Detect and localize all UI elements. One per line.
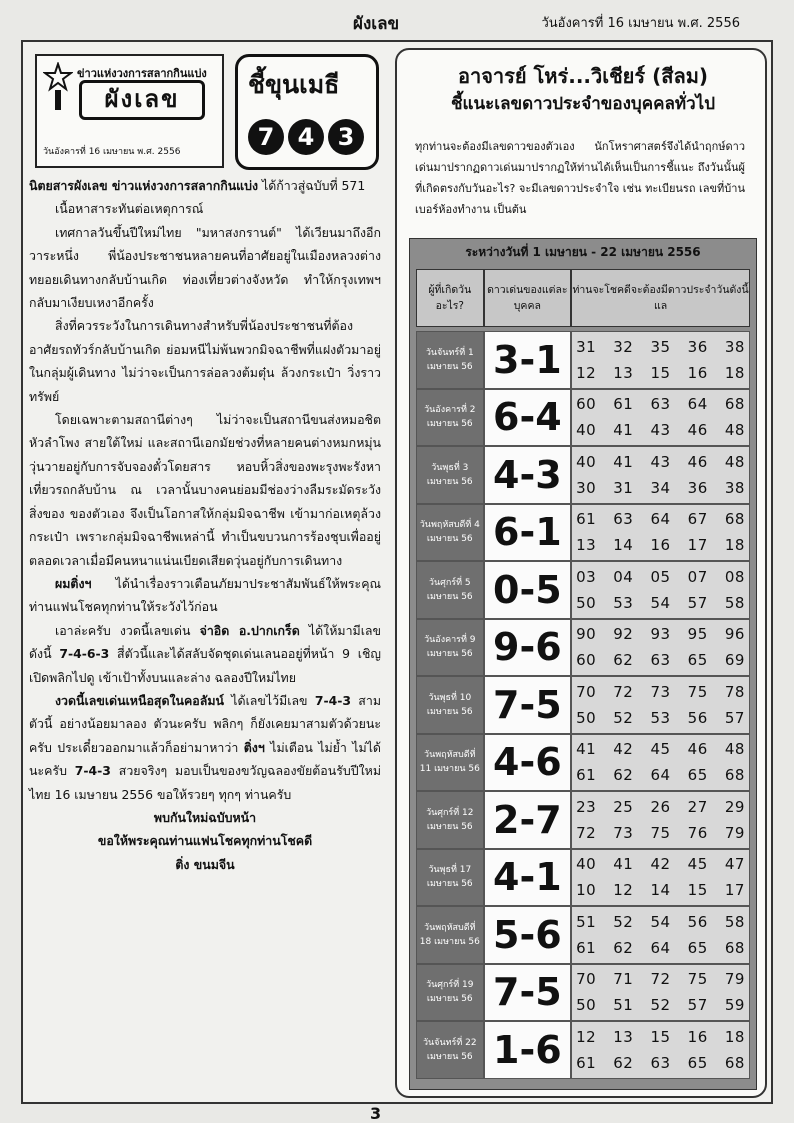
article-paragraph: เอาล่ะครับ งวดนี้เลขเด่น จ่าอิด อ.ปากเกร็ด ได้ให้มามีเลขดังนี้ 7-4-6-3 สี่ตัวนี้และได้สลับจัดชุดเด่นเลนออยู่ที่หน้า 9 เชิญเปิดพลิกไปดู เข้าเป้าทั้งบนและล่าง ฉลองปีใหม่ไทย xyxy=(29,622,381,685)
logo-wordmark: ผังเลข xyxy=(79,80,205,120)
row-lucky-numbers xyxy=(571,906,750,964)
lucky-number: 12 xyxy=(613,881,634,900)
lucky-number-line xyxy=(576,740,745,758)
row-lucky-numbers xyxy=(571,849,750,907)
lucky-number: 12 xyxy=(576,1027,597,1046)
lucky-number: 14 xyxy=(613,536,634,555)
lucky-number: 16 xyxy=(650,536,671,555)
lucky-number-line xyxy=(576,625,745,643)
lucky-number-line xyxy=(576,798,745,816)
lucky-number: 62 xyxy=(613,766,634,785)
lucky-number: 53 xyxy=(650,708,671,727)
header-star-pair: ดาวเด่นของแต่ละบุคคล xyxy=(484,269,571,327)
lucky-number: 54 xyxy=(650,593,671,612)
lucky-number: 61 xyxy=(576,938,597,957)
panel-title: อาจารย์ โหร่...วิเชียร์ (สีลม) xyxy=(457,64,709,88)
featured-number: 3 xyxy=(328,119,364,155)
lucky-number-line xyxy=(576,364,745,382)
lucky-number: 72 xyxy=(650,970,671,989)
table-row xyxy=(416,849,750,907)
page-frame xyxy=(21,40,773,1104)
lucky-number-line xyxy=(576,536,745,554)
lucky-number-line xyxy=(576,568,745,586)
table-row xyxy=(416,906,750,964)
lucky-number: 64 xyxy=(650,766,671,785)
lucky-number: 30 xyxy=(576,478,597,497)
lucky-number: 16 xyxy=(687,363,708,382)
lucky-number: 53 xyxy=(613,593,634,612)
left-column xyxy=(29,48,385,1094)
lucky-number: 07 xyxy=(687,567,708,586)
featured-number-circles xyxy=(248,119,364,155)
lucky-number: 68 xyxy=(724,510,745,529)
row-day: วันศุกร์ที่ 5 เมษายน 56 xyxy=(416,561,484,619)
lucky-number: 57 xyxy=(687,593,708,612)
logo-tagline: ข่าวแห่งวงการสลากกินแบ่ง xyxy=(77,67,207,80)
lucky-number: 64 xyxy=(650,510,671,529)
row-lucky-numbers xyxy=(571,446,750,504)
table-row xyxy=(416,446,750,504)
lucky-number: 52 xyxy=(613,708,634,727)
page-header xyxy=(20,6,770,36)
lucky-number: 75 xyxy=(687,970,708,989)
lucky-number: 65 xyxy=(687,651,708,670)
logo-date: วันอังคารที่ 16 เมษายน พ.ศ. 2556 xyxy=(43,147,181,157)
lucky-number: 64 xyxy=(650,938,671,957)
lucky-number: 13 xyxy=(613,363,634,382)
article-paragraph: เนื้อหาสาระทันต่อเหตุการณ์ xyxy=(55,201,204,217)
lucky-number: 78 xyxy=(724,682,745,701)
lucky-number: 72 xyxy=(576,823,597,842)
article-body xyxy=(29,174,381,876)
row-star-pair: 5-6 xyxy=(484,906,571,964)
lucky-number: 18 xyxy=(724,1027,745,1046)
lucky-number-line xyxy=(576,683,745,701)
lucky-number-table xyxy=(409,238,757,1090)
lucky-number: 79 xyxy=(724,823,745,842)
page-number: 3 xyxy=(370,1104,382,1123)
lucky-number: 67 xyxy=(687,510,708,529)
lucky-number: 03 xyxy=(576,567,597,586)
lucky-number: 38 xyxy=(724,478,745,497)
article-paragraph: งวดนี้เลขเด่นเหนือสุดในคอลัมน์ ได้เลขไว้มีเลข 7-4-3 สามตัวนี้ อย่างน้อยมาลอง ตัวนะครับ พลิกๆ ก็ยังเคยมาสามตัวด้วยนะครับ ประเดี๋ยวออกมาแล้วก็อย่ามาหาว่า ติ่งฯ ไม่เตือน ไม่ย้ำ ไม่ได้นะครับ 7-4-3 สวยจริงๆ มอบเป็นของขวัญฉลองขัยต้อนรับปีใหม่ไทย 16 เมษายน 2556 ขอให้รวยๆ ทุกๆ ท่านครับ xyxy=(29,692,381,802)
lucky-number: 18 xyxy=(724,536,745,555)
lucky-number: 58 xyxy=(724,593,745,612)
lucky-number: 15 xyxy=(687,881,708,900)
lucky-number: 15 xyxy=(650,1027,671,1046)
lucky-number: 42 xyxy=(650,855,671,874)
lucky-number: 26 xyxy=(650,797,671,816)
lucky-number: 36 xyxy=(687,337,708,356)
lucky-number: 57 xyxy=(687,996,708,1015)
header-birthday: ผู้ที่เกิดวันอะไร? xyxy=(416,269,484,327)
article-paragraph: สิ่งที่ควรระวังในการเดินทางสำหรับพี่น้องประชาชนที่ต้องอาศัยรถทัวร์กลับบ้านเกิด ย่อมหนีไม่พ้นพวกมิจฉาชีพที่แฝงตัวมาอยู่ในกลุ่มผู้เดินทาง ไม่ว่าจะเป็นการล่อลวงต้มตุ๋น ล้วงกระเป๋า วิ่งราวทรัพย์ xyxy=(29,318,381,404)
lucky-number: 23 xyxy=(576,797,597,816)
row-day: วันอังคารที่ 2 เมษายน 56 xyxy=(416,389,484,447)
article-signoff: พบกันใหม่ฉบับหน้า xyxy=(153,809,257,825)
row-star-pair: 3-1 xyxy=(484,331,571,389)
table-row xyxy=(416,561,750,619)
table-row xyxy=(416,389,750,447)
row-star-pair: 4-1 xyxy=(484,849,571,907)
lucky-number-line xyxy=(576,479,745,497)
table-header xyxy=(416,269,750,327)
lucky-number: 95 xyxy=(687,625,708,644)
lucky-number: 04 xyxy=(613,567,634,586)
lucky-number-line xyxy=(576,824,745,842)
lucky-number: 63 xyxy=(613,510,634,529)
row-star-pair: 2-7 xyxy=(484,791,571,849)
lucky-number-line xyxy=(576,766,745,784)
lucky-number: 52 xyxy=(650,996,671,1015)
lucky-number-line xyxy=(576,913,745,931)
lucky-number-line xyxy=(576,1054,745,1072)
lucky-number: 60 xyxy=(576,395,597,414)
lucky-number: 50 xyxy=(576,996,597,1015)
lucky-number: 61 xyxy=(576,1053,597,1072)
lucky-number: 90 xyxy=(576,625,597,644)
featured-number: 7 xyxy=(248,119,284,155)
lucky-number-line xyxy=(576,510,745,528)
lucky-number: 62 xyxy=(613,1053,634,1072)
lucky-number: 38 xyxy=(724,337,745,356)
lucky-number-line xyxy=(576,651,745,669)
lucky-number: 47 xyxy=(724,855,745,874)
lucky-number: 70 xyxy=(576,970,597,989)
row-star-pair: 6-1 xyxy=(484,504,571,562)
lucky-number: 12 xyxy=(576,363,597,382)
lucky-number-line xyxy=(576,1028,745,1046)
row-lucky-numbers xyxy=(571,504,750,562)
lucky-number: 96 xyxy=(724,625,745,644)
lucky-number: 57 xyxy=(724,708,745,727)
row-lucky-numbers xyxy=(571,389,750,447)
lucky-number: 76 xyxy=(687,823,708,842)
row-day: วันพุธที่ 3 เมษายน 56 xyxy=(416,446,484,504)
row-star-pair: 1-6 xyxy=(484,1021,571,1079)
lucky-number: 46 xyxy=(687,740,708,759)
row-star-pair: 9-6 xyxy=(484,619,571,677)
featured-title: ชี้ขุนเมธี xyxy=(248,70,340,99)
lucky-number: 72 xyxy=(613,682,634,701)
lucky-number: 65 xyxy=(687,766,708,785)
table-row xyxy=(416,619,750,677)
row-lucky-numbers xyxy=(571,791,750,849)
lucky-number: 25 xyxy=(613,797,634,816)
lucky-number: 05 xyxy=(650,567,671,586)
lucky-number: 43 xyxy=(650,452,671,471)
row-day: วันศุกร์ที่ 12 เมษายน 56 xyxy=(416,791,484,849)
row-day: วันจันทร์ที่ 22 เมษายน 56 xyxy=(416,1021,484,1079)
row-lucky-numbers xyxy=(571,619,750,677)
lucky-number: 42 xyxy=(613,740,634,759)
lucky-number-line xyxy=(576,421,745,439)
lucky-number-line xyxy=(576,395,745,413)
lucky-number: 45 xyxy=(687,855,708,874)
astrology-panel xyxy=(395,48,767,1098)
lucky-number-line xyxy=(576,996,745,1014)
table-row xyxy=(416,504,750,562)
row-day: วันพฤหัสบดีที่ 18 เมษายน 56 xyxy=(416,906,484,964)
header-lucky-numbers: ท่านจะโชคดีจะต้องมีดาวประจำวันดังนี้แล xyxy=(571,269,750,327)
lucky-number-line xyxy=(576,709,745,727)
lucky-number: 31 xyxy=(613,478,634,497)
lucky-number: 13 xyxy=(576,536,597,555)
row-lucky-numbers xyxy=(571,561,750,619)
lucky-number: 40 xyxy=(576,421,597,440)
featured-numbers-box xyxy=(235,54,379,170)
row-day: วันศุกร์ที่ 19 เมษายน 56 xyxy=(416,964,484,1022)
lucky-number: 75 xyxy=(650,823,671,842)
article-paragraph: เทศกาลวันขึ้นปีใหม่ไทย "มหาสงกรานต์" ได้เวียนมาถึงอีกวาระหนึ่ง พี่น้องประชาชนหลายคนที่อาศัยอยู่ในเมืองหลวงต่างทยอยเดินทางกลับบ้านเกิด ท่องเที่ยวต่างจังหวัด ทำให้กรุงเทพฯ กลับมาเงียบเหงาอีกครั้ง xyxy=(29,224,381,311)
lucky-number-line xyxy=(576,881,745,899)
lucky-number: 17 xyxy=(724,881,745,900)
lucky-number: 54 xyxy=(650,912,671,931)
lucky-number: 48 xyxy=(724,452,745,471)
lucky-number: 48 xyxy=(724,421,745,440)
table-body xyxy=(416,331,750,1079)
lucky-number: 13 xyxy=(613,1027,634,1046)
lucky-number: 73 xyxy=(650,682,671,701)
lucky-number-line xyxy=(576,855,745,873)
lucky-number-line xyxy=(576,594,745,612)
panel-intro: ทุกท่านจะต้องมีเลขดาวของตัวเอง นักโหราศาสตร์จึงได้นำฤกษ์ดาวเด่นมาปรากฏดาวเด่นมาปรากฏให้ท่านได้เห็นเป็นการชี้แนะ ถึงวันนั้นผู้ที่เกิดตรงกับวันอะไร? จะมีเลขดาวประจำใจ เช่น ทะเบียนรถ เลขที่บ้าน เบอร์ห้องทำงาน เป็นต้น xyxy=(415,140,745,216)
lucky-number: 51 xyxy=(576,912,597,931)
lucky-number: 29 xyxy=(724,797,745,816)
magazine-logo xyxy=(35,54,224,168)
lucky-number: 62 xyxy=(613,938,634,957)
lucky-number: 40 xyxy=(576,855,597,874)
article-signoff: ขอให้พระคุณท่านแฟนโชคทุกท่านโชคดี xyxy=(97,833,313,849)
table-row xyxy=(416,331,750,389)
lucky-number: 61 xyxy=(576,510,597,529)
lucky-number: 46 xyxy=(687,421,708,440)
article-paragraph: ผมติ่งฯ ได้นำเรื่องราวเตือนภัยมาประชาสัมพันธ์ให้พระคุณท่านแฟนโชคทุกท่านให้ระวังไว้ก่อน xyxy=(29,575,381,615)
lucky-number: 75 xyxy=(687,682,708,701)
lucky-number: 48 xyxy=(724,740,745,759)
lucky-number: 41 xyxy=(613,855,634,874)
lucky-number-line xyxy=(576,338,745,356)
lucky-number: 41 xyxy=(613,452,634,471)
lucky-number-line xyxy=(576,939,745,957)
lucky-number: 41 xyxy=(613,421,634,440)
lucky-number: 69 xyxy=(724,651,745,670)
lucky-number: 27 xyxy=(687,797,708,816)
row-star-pair: 6-4 xyxy=(484,389,571,447)
lucky-number: 08 xyxy=(724,567,745,586)
lucky-number: 68 xyxy=(724,395,745,414)
lucky-number: 50 xyxy=(576,708,597,727)
table-row xyxy=(416,734,750,792)
lucky-number: 63 xyxy=(650,1053,671,1072)
table-row xyxy=(416,964,750,1022)
lucky-number: 73 xyxy=(613,823,634,842)
lucky-number: 79 xyxy=(724,970,745,989)
row-day: วันอังคารที่ 9 เมษายน 56 xyxy=(416,619,484,677)
lucky-number: 71 xyxy=(613,970,634,989)
lucky-number: 93 xyxy=(650,625,671,644)
lucky-number: 65 xyxy=(687,1053,708,1072)
magazine-name: ผังเลข xyxy=(353,14,400,34)
row-star-pair: 7-5 xyxy=(484,964,571,1022)
row-lucky-numbers xyxy=(571,676,750,734)
lucky-number: 34 xyxy=(650,478,671,497)
lucky-number: 68 xyxy=(724,1053,745,1072)
lucky-number: 35 xyxy=(650,337,671,356)
lucky-number: 18 xyxy=(724,363,745,382)
lucky-number: 68 xyxy=(724,938,745,957)
row-day: วันพฤหัสบดีที่ 4 เมษายน 56 xyxy=(416,504,484,562)
row-star-pair: 4-6 xyxy=(484,734,571,792)
row-day: วันพุธที่ 10 เมษายน 56 xyxy=(416,676,484,734)
lucky-number: 32 xyxy=(613,337,634,356)
row-lucky-numbers xyxy=(571,964,750,1022)
issue-date: วันอังคารที่ 16 เมษายน พ.ศ. 2556 xyxy=(541,16,740,31)
lucky-number: 59 xyxy=(724,996,745,1015)
lucky-number: 63 xyxy=(650,395,671,414)
row-lucky-numbers xyxy=(571,331,750,389)
lucky-number: 17 xyxy=(687,536,708,555)
lucky-number: 62 xyxy=(613,651,634,670)
article-author: ติ่ง ขนมจีน xyxy=(175,856,235,872)
row-lucky-numbers xyxy=(571,734,750,792)
panel-subtitle: ชี้แนะเลขดาวประจำของบุคคลทั่วไป xyxy=(451,94,715,114)
lucky-number-line xyxy=(576,453,745,471)
table-row xyxy=(416,791,750,849)
table-row xyxy=(416,1021,750,1079)
lucky-number: 70 xyxy=(576,682,597,701)
lucky-number: 40 xyxy=(576,452,597,471)
lucky-number: 14 xyxy=(650,881,671,900)
star-emblem-icon xyxy=(43,62,73,112)
lucky-number: 16 xyxy=(687,1027,708,1046)
row-lucky-numbers xyxy=(571,1021,750,1079)
table-row xyxy=(416,676,750,734)
article-paragraph: นิตยสารผังเลข ข่าวแห่งวงการสลากกินแบ่ง ได้ก้าวสู่ฉบับที่ 571 xyxy=(29,178,366,193)
lucky-number: 43 xyxy=(650,421,671,440)
lucky-number: 41 xyxy=(576,740,597,759)
row-day: วันพฤหัสบดีที่ 11 เมษายน 56 xyxy=(416,734,484,792)
row-star-pair: 4-3 xyxy=(484,446,571,504)
lucky-number: 60 xyxy=(576,651,597,670)
lucky-number: 46 xyxy=(687,452,708,471)
lucky-number: 65 xyxy=(687,938,708,957)
row-day: วันจันทร์ที่ 1 เมษายน 56 xyxy=(416,331,484,389)
lucky-number: 36 xyxy=(687,478,708,497)
lucky-number: 92 xyxy=(613,625,634,644)
lucky-number: 61 xyxy=(576,766,597,785)
lucky-number: 15 xyxy=(650,363,671,382)
lucky-number: 64 xyxy=(687,395,708,414)
lucky-number: 63 xyxy=(650,651,671,670)
lucky-number-line xyxy=(576,970,745,988)
featured-number: 4 xyxy=(288,119,324,155)
lucky-number: 52 xyxy=(613,912,634,931)
lucky-number: 58 xyxy=(724,912,745,931)
row-star-pair: 0-5 xyxy=(484,561,571,619)
lucky-number: 51 xyxy=(613,996,634,1015)
row-star-pair: 7-5 xyxy=(484,676,571,734)
lucky-number: 10 xyxy=(576,881,597,900)
lucky-number: 31 xyxy=(576,337,597,356)
lucky-number: 61 xyxy=(613,395,634,414)
row-day: วันพุธที่ 17 เมษายน 56 xyxy=(416,849,484,907)
article-paragraph: โดยเฉพาะตามสถานีต่างๆ ไม่ว่าจะเป็นสถานีขนส่งหมอชิต หัวลำโพง สายใต้ใหม่ และสถานีเอกมัยช่วงที่หลายคนต่างหมกหมุ่นวุ่นวายอยู่กับการจับจองตั๋วโดยสาร หอบหิ้วสิ่งของพะรุงพะรังหาเที่ยวรถกลับบ้าน ณ เวลานั้นบางคนย่อมมีช่องว่างลืมระมัดระวังสิ่งของ ของตัวเอง จึงเป็นโอกาสให้กลุ่มมิจฉาชีพ เข้ามาก่อเหตุล้วงกระเป๋า เพราะกลุ่มมิจฉาชีพเหล่านี้ ทำเป็นขบวนการร้องชุบเพื่ออยู่ตลอดเวลาเมื่อมีคนหนาแน่นเบียดเสียดวุ่นอยู่กับการเดินทาง xyxy=(29,412,381,568)
lucky-number: 45 xyxy=(650,740,671,759)
lucky-number: 68 xyxy=(724,766,745,785)
lucky-number: 50 xyxy=(576,593,597,612)
lucky-number: 56 xyxy=(687,708,708,727)
lucky-number: 56 xyxy=(687,912,708,931)
table-period: ระหว่างวันที่ 1 เมษายน - 22 เมษายน 2556 xyxy=(465,245,701,259)
